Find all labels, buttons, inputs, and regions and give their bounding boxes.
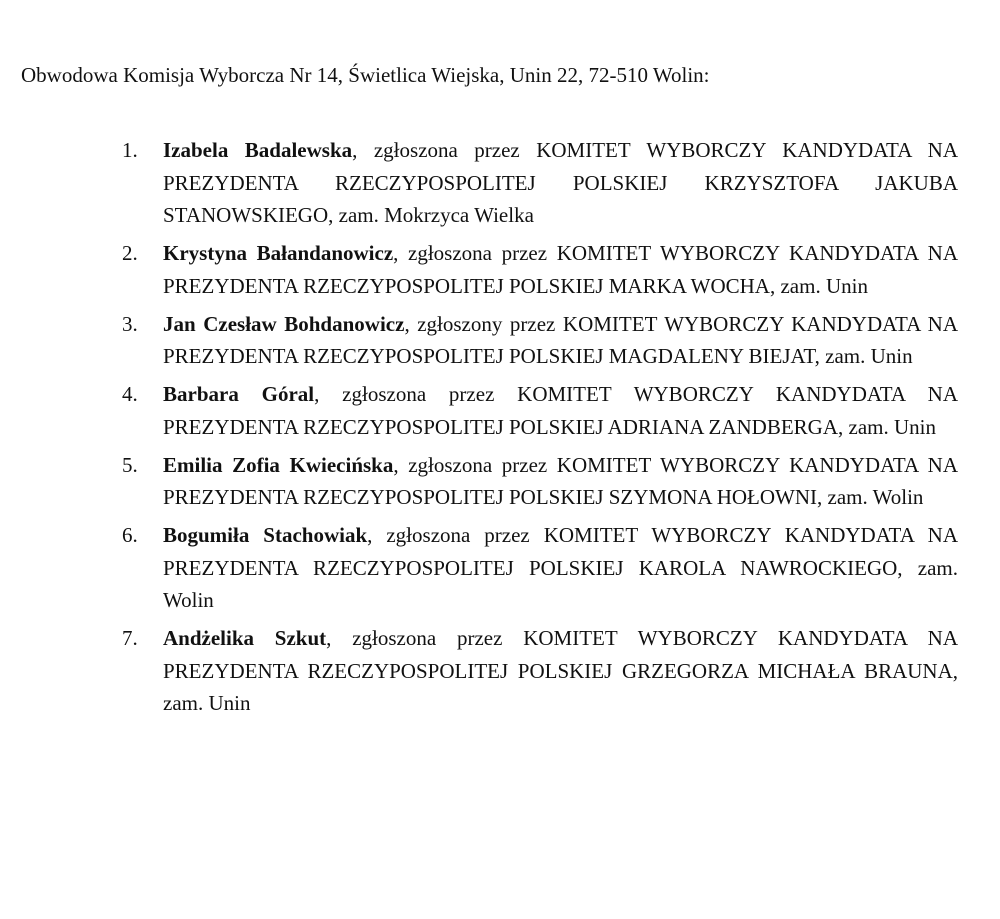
- item-number: 1.: [122, 138, 138, 162]
- member-details: , zgłoszona przez KOMITET WYBORCZY KANDYDATA NA PREZYDENTA RZECZYPOSPOLITEJ POLSKIEJ GRZEGORZA MICHAŁA BRAUNA, zam. Unin: [163, 626, 958, 715]
- member-name: Barbara Góral: [163, 382, 315, 406]
- item-number: 2.: [122, 241, 138, 265]
- list-item: [120, 378, 958, 443]
- member-name: Andżelika Szkut: [163, 626, 327, 650]
- list-item: [120, 308, 958, 373]
- list-item: [120, 519, 958, 617]
- member-details: , zgłoszony przez KOMITET WYBORCZY KANDYDATA NA PREZYDENTA RZECZYPOSPOLITEJ POLSKIEJ MAGDALENY BIEJAT, zam. Unin: [163, 311, 958, 368]
- member-details: , zgłoszona przez KOMITET WYBORCZY KANDYDATA NA PREZYDENTA RZECZYPOSPOLITEJ POLSKIEJ SZYMONA HOŁOWNI, zam. Wolin: [163, 452, 958, 509]
- member-name: Emilia Zofia Kwiecińska: [163, 452, 394, 477]
- list-item: [120, 449, 958, 514]
- item-number: 5.: [122, 452, 138, 477]
- member-name: Izabela Badalewska: [163, 138, 353, 162]
- member-details: , zgłoszona przez KOMITET WYBORCZY KANDYDATA NA PREZYDENTA RZECZYPOSPOLITEJ POLSKIEJ KRZYSZTOFA JAKUBA STANOWSKIEGO, zam. Mokrzyca Wielka: [163, 138, 958, 227]
- item-number: 4.: [122, 382, 138, 406]
- member-details: , zgłoszona przez KOMITET WYBORCZY KANDYDATA NA PREZYDENTA RZECZYPOSPOLITEJ POLSKIEJ MARKA WOCHA, zam. Unin: [163, 241, 958, 298]
- member-name: Bogumiła Stachowiak: [163, 523, 368, 547]
- item-number: 3.: [122, 311, 138, 336]
- list-item: [120, 134, 958, 232]
- commission-heading: Obwodowa Komisja Wyborcza Nr 14, Świetlica Wiejska, Unin 22, 72-510 Wolin:: [21, 63, 710, 87]
- item-number: 7.: [122, 626, 138, 650]
- member-list: [120, 134, 958, 725]
- member-details: , zgłoszona przez KOMITET WYBORCZY KANDYDATA NA PREZYDENTA RZECZYPOSPOLITEJ POLSKIEJ ADRIANA ZANDBERGA, zam. Unin: [163, 382, 958, 439]
- list-item: [120, 622, 958, 720]
- member-details: , zgłoszona przez KOMITET WYBORCZY KANDYDATA NA PREZYDENTA RZECZYPOSPOLITEJ POLSKIEJ KAROLA NAWROCKIEGO, zam. Wolin: [163, 523, 958, 612]
- list-item: [120, 237, 958, 302]
- member-name: Krystyna Bałandanowicz: [163, 241, 394, 265]
- item-number: 6.: [122, 523, 138, 547]
- member-name: Jan Czesław Bohdanowicz: [163, 311, 405, 336]
